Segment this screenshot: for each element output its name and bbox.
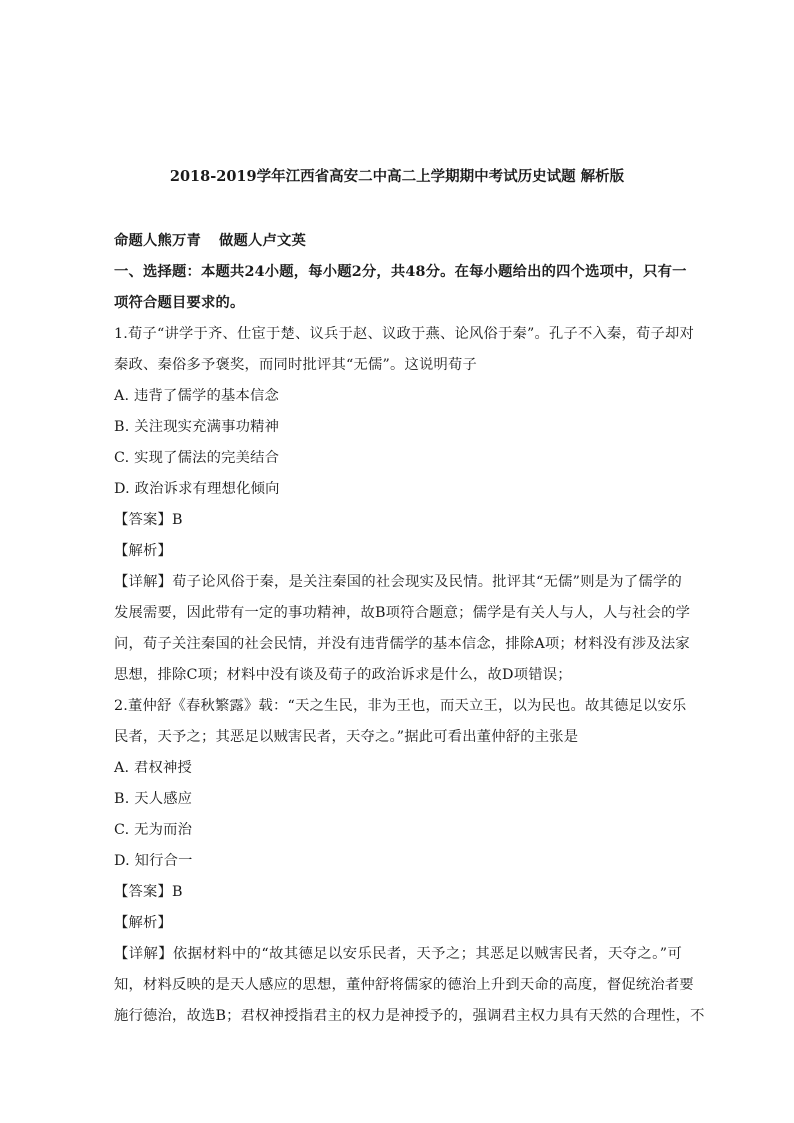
q2-detail-line-1: 【详解】依据材料中的“故其德足以安乐民者，天予之；其恶足以贼害民者，天夺之。”可: [114, 946, 682, 962]
q1-option-a: A. 违背了儒学的基本信念: [114, 388, 279, 404]
q2-detail-line-2: 知，材料反映的是天人感应的思想，董仲舒将儒家的德治上升到天命的高度，督促统治者要: [114, 977, 694, 993]
reviewer-name: 做题人卢文英: [218, 233, 306, 249]
q2-option-c: C. 无为而治: [114, 822, 193, 838]
section-header-line-1: 一、选择题：本题共24小题，每小题2分，共48分。在每小题给出的四个选项中，只有一: [114, 264, 687, 280]
q2-analysis-label: 【解析】: [114, 915, 172, 931]
q1-option-d: D. 政治诉求有理想化倾向: [114, 481, 280, 497]
setter-name: 命题人熊万青: [114, 233, 201, 249]
q2-answer: 【答案】B: [114, 884, 183, 900]
q1-detail-line-4: 思想，排除C项；材料中没有谈及荀子的政治诉求是什么，故D项错误；: [114, 667, 572, 683]
author-line: [114, 230, 682, 250]
q1-stem-line-1: 1.荀子“讲学于齐、仕宦于楚、议兵于赵、议政于燕、论风俗于秦”。孔子不入秦，荀子却对: [114, 326, 694, 342]
q1-option-b: B. 关注现实充满事功精神: [114, 419, 280, 435]
q1-detail-line-2: 发展需要，因此带有一定的事功精神，故B项符合题意；儒学是有关人与人，人与社会的学: [114, 605, 691, 621]
q1-detail-line-3: 问，荀子关注秦国的社会民情，并没有违背儒学的基本信念，排除A项；材料没有涉及法家: [114, 636, 690, 652]
q2-option-d: D. 知行合一: [114, 853, 193, 869]
q1-detail-line-1: 【详解】荀子论风俗于秦，是关注秦国的社会现实及民情。批评其“无儒”则是为了儒学的: [114, 574, 682, 590]
q2-stem-line-1: 2.董仲舒《春秋繁露》载：“天之生民，非为王也，而天立王，以为民也。故其德足以安乐: [114, 698, 687, 714]
q2-option-a: A. 君权神授: [114, 760, 193, 776]
q2-option-b: B. 天人感应: [114, 791, 193, 807]
q1-option-c: C. 实现了儒法的完美结合: [114, 450, 280, 466]
q1-answer: 【答案】B: [114, 512, 183, 528]
document-title: 2018-2019学年江西省高安二中高二上学期期中考试历史试题 解析版: [169, 168, 625, 185]
q2-stem-line-2: 民者，天予之；其恶足以贼害民者，天夺之。”据此可看出董仲舒的主张是: [114, 729, 579, 745]
section-header-line-2: 项符合题目要求的。: [114, 295, 245, 311]
q1-analysis-label: 【解析】: [114, 543, 172, 559]
q1-stem-line-2: 秦政、秦俗多予褒奖，而同时批评其“无儒”。这说明荀子: [114, 357, 477, 373]
q2-detail-line-3: 施行德治，故选B；君权神授指君主的权力是神授予的，强调君主权力具有天然的合理性，不: [114, 1008, 705, 1024]
